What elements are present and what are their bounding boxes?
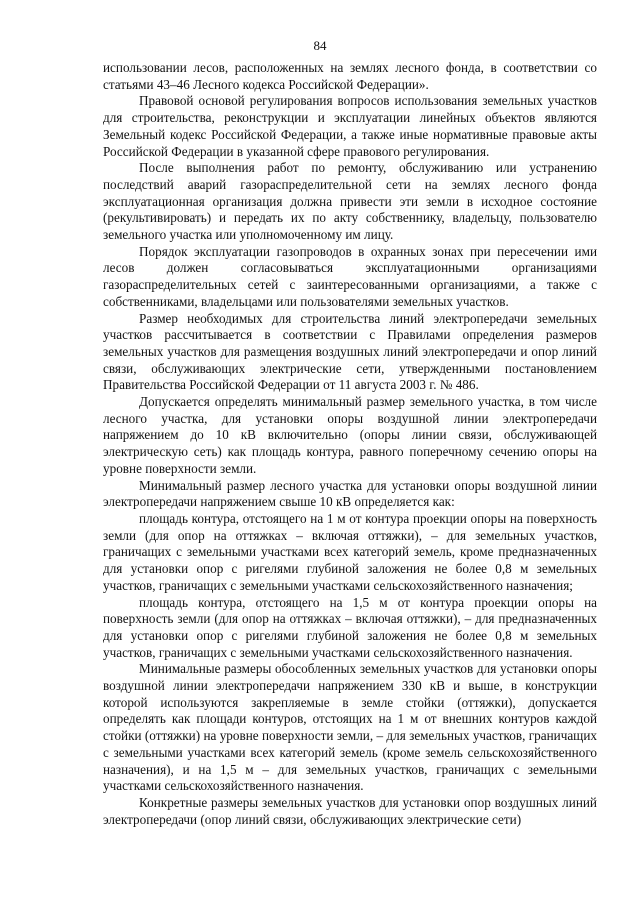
paragraph: Размер необходимых для строительства линий электропередачи земельных участков рассчитывается в соответствии с Правилами определения размеров земельных участков для размещения воздушных линий электропередачи и опор линий связи, обслуживающих электрические сети, утвержденными постановлением Правительства Российской Федерации от 11 августа 2003 г. № 486.: [103, 310, 597, 393]
paragraph: Конкретные размеры земельных участков для установки опор воздушных линий электропередачи (опор линий связи, обслуживающих электрические сети): [103, 794, 597, 827]
list-paragraph: площадь контура, отстоящего на 1 м от контура проекции опоры на поверхность земли (для опор на оттяжках – включая оттяжки), – для земельных участков, граничащих с земельными участками всех категорий земель, кроме предназначенных для установки опор с ригелями глубиной заложения не более 0,8 м земельных участков, граничащих с земельными участками сельскохозяйственного назначения;: [103, 510, 597, 593]
list-paragraph: площадь контура, отстоящего на 1,5 м от контура проекции опоры на поверхность земли (для опор на оттяжках – включая оттяжки), – для предназначенных для установки опор с ригелями глубиной заложения не более 0,8 м земельных участков, граничащих с земельными участками сельскохозяйственного назначения.: [103, 594, 597, 660]
paragraph: После выполнения работ по ремонту, обслуживанию или устранению последствий аварий газораспределительной сети на землях лесного фонда эксплуатационная организация должна привести эти земли в исходное состояние (рекультивировать) и передать их по акту собственнику, владельцу, пользователю земельного участка или уполномоченному им лицу.: [103, 160, 597, 243]
paragraph-continuation: использовании лесов, расположенных на землях лесного фонда, в соответствии со статьями 43–46 Лесного кодекса Российской Федерации».: [103, 60, 597, 92]
paragraph: Минимальные размеры обособленных земельных участков для установки опоры воздушной линии электропередачи напряжением 330 кВ и выше, в конструкции которой используются закрепляемые в земле стойки (оттяжки), допускается определять как площади контуров, отстоящих на 1 м от внешних контуров каждой стойки (оттяжки) на уровне поверхности земли, – для земельных участков, граничащих с земельными участками всех категорий земель (кроме земель сельскохозяйственного назначения), и на 1,5 м – для земельных участков, граничащих с земельными участками сельскохозяйственного назначения.: [103, 661, 597, 794]
paragraph: Порядок эксплуатации газопроводов в охранных зонах при пересечении ими лесов должен согласовываться эксплуатационными организациями газораспределительных сетей с заинтересованными организациями, а также с собственниками, владельцами или пользователями земельных участков.: [103, 243, 597, 309]
paragraph: Минимальный размер лесного участка для установки опоры воздушной линии электропередачи напряжением свыше 10 кВ определяется как:: [103, 477, 597, 510]
paragraph: Правовой основой регулирования вопросов использования земельных участков для строительства, реконструкции и эксплуатации линейных объектов являются Земельный кодекс Российской Федерации, а также иные нормативные правовые акты Российской Федерации в указанной сфере правового регулирования.: [103, 93, 597, 159]
body-text: [103, 60, 597, 828]
page-number: 84: [313, 38, 327, 53]
paragraph: Допускается определять минимальный размер земельного участка, в том числе лесного участка, для установки опоры воздушной линии электропередачи напряжением до 10 кВ включительно (опоры линии связи, обслуживающей электрическую сеть) как площадь контура, равного поперечному сечению опоры на уровне поверхности земли.: [103, 394, 597, 476]
